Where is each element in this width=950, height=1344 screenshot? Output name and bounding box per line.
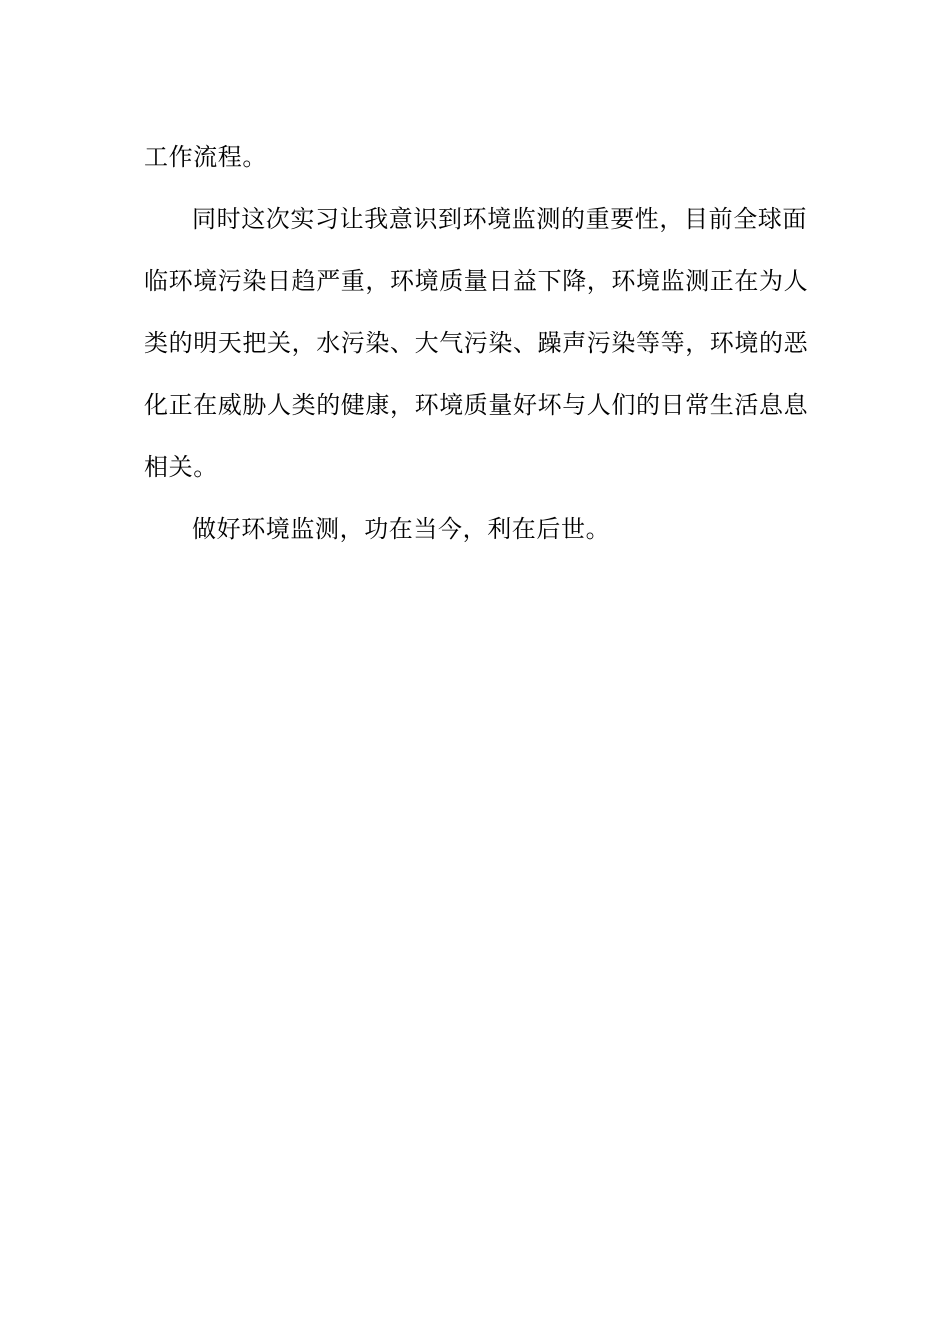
text-line: 做好环境监测，功在当今，利在后世。 [192,515,611,543]
text-line: 类的明天把关，水污染、大气污染、躁声污染等等，环境的恶 [144,329,809,357]
text-line: 工作流程。 [144,143,267,171]
text-line: 临环境污染日趋严重，环境质量日益下降，环境监测正在为人 [144,267,809,295]
body-text [144,126,809,560]
text-line: 相关。 [144,453,218,481]
text-line: 化正在威胁人类的健康，环境质量好坏与人们的日常生活息息 [144,391,809,419]
text-line: 同时这次实习让我意识到环境监测的重要性，目前全球面 [192,205,807,233]
